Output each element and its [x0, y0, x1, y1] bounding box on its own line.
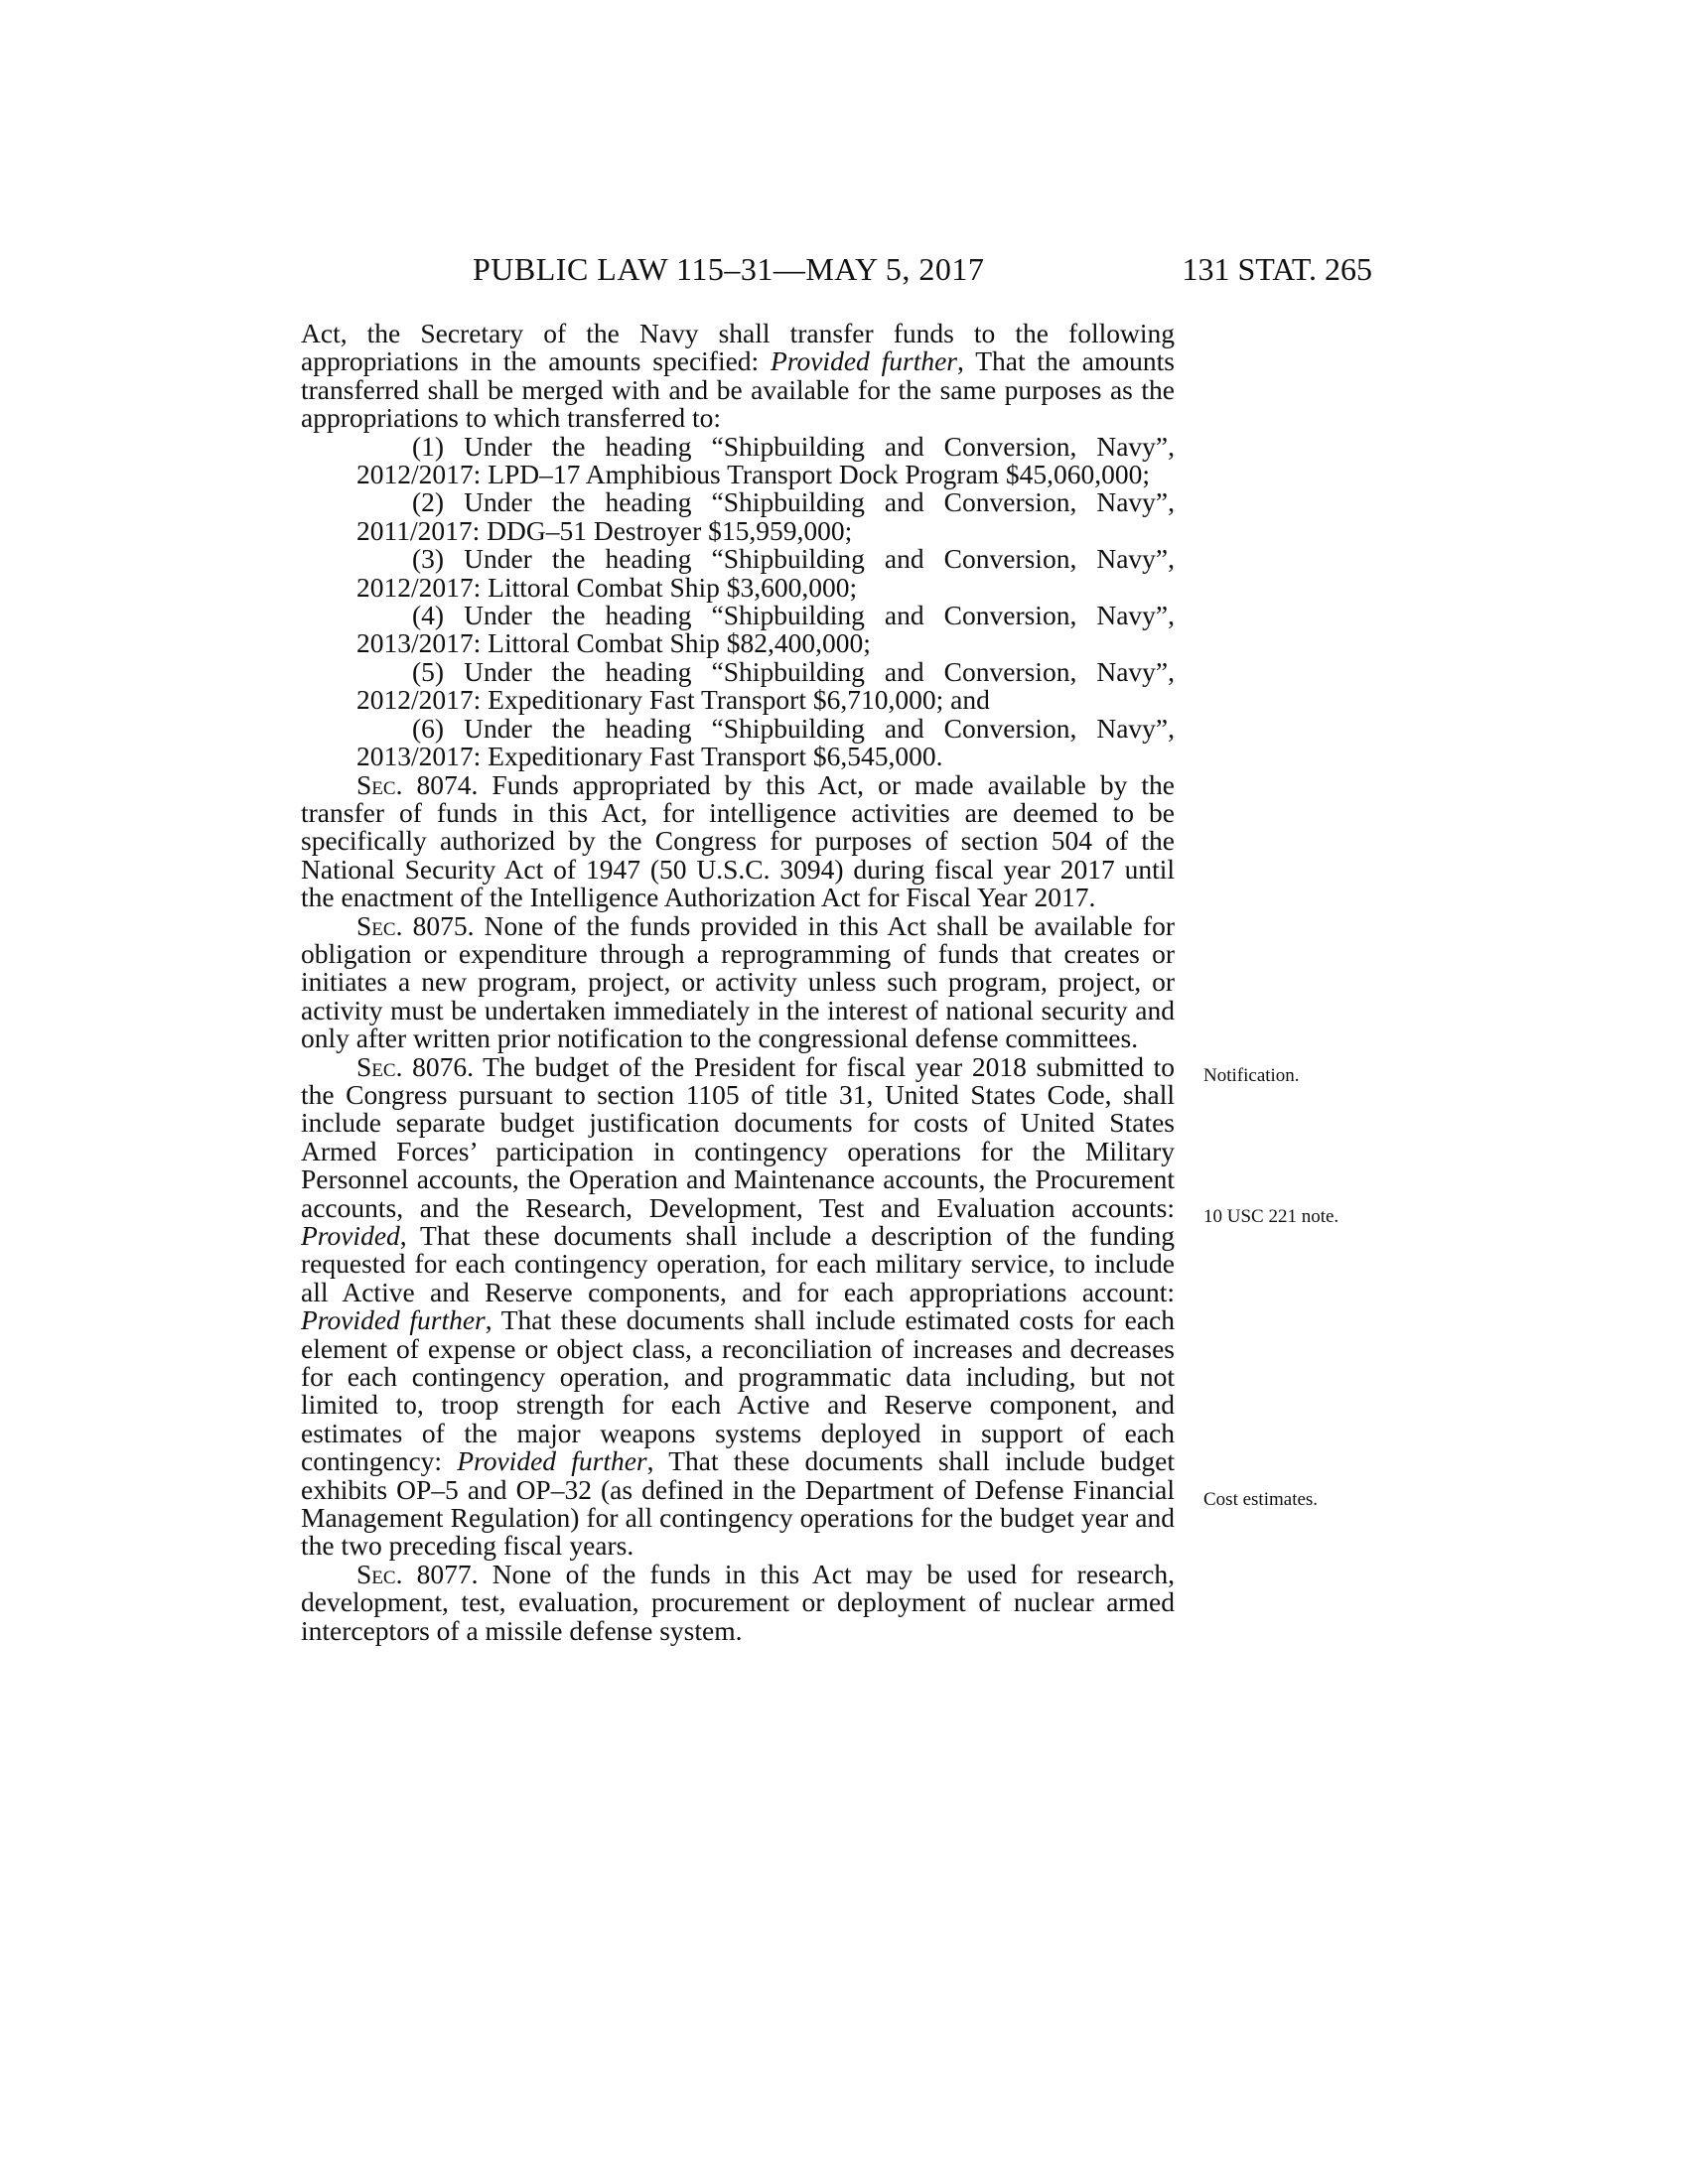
list-item: (4) Under the heading “Shipbuilding and Conversion, Navy”, 2013/2017: Littoral Combat Ship $82,400,000;	[356, 600, 1175, 659]
margin-note-usc: 10 USC 221 note.	[1203, 1206, 1339, 1227]
section-8076: Sec. 8076. The budget of the President for fiscal year 2018 submitted to the Congress pursuant to section 1105 of title 31, United States Code, shall include separate budget justification documents for costs of United States Armed Forces’ participation in contingency operations for the Military Personnel accounts, the Operation and Maintenance accounts, the Procurement accounts, and the Research, Development, Test and Evaluation accounts: Provided, That these documents shall include a description of the funding requested for each contingency operation, for each military service, to include all Active and Reserve components, and for each appropriations account: Provided further, That these documents shall include estimated costs for each element of expense or object class, a reconciliation of increases and decreases for each contingency operation, and programmatic data including, but not limited to, troop strength for each Active and Reserve component, and estimates of the major weapons systems deployed in support of each contingency: Provided further, That these documents shall include budget exhibits OP–5 and OP–32 (as defined in the Department of Defense Financial Management Regulation) for all contingency operations for the budget year and the two preceding fiscal years.	[301, 1050, 1176, 1562]
running-header	[298, 251, 1372, 291]
transfer-list	[356, 430, 1175, 772]
margin-note-notification: Notification.	[1203, 1065, 1300, 1086]
body-text	[301, 320, 1175, 1645]
list-item: (3) Under the heading “Shipbuilding and Conversion, Navy”, 2012/2017: Littoral Combat Ship $3,600,000;	[356, 543, 1175, 603]
section-8075: Sec. 8075. None of the funds provided in this Act shall be available for obligation or expenditure through a reprogramming of funds that creates or initiates a new program, project, or activity unless such program, project, or activity must be undertaken immediately in the interest of national security and only after written prior notification to the congressional defense committees.	[301, 909, 1175, 1054]
section-8077: Sec. 8077. None of the funds in this Act may be used for research, development, test, evaluation, procurement or deployment of nuclear armed interceptors of a missile defense system.	[301, 1558, 1176, 1646]
section-8074: Sec. 8074. Funds appropriated by this Act, or made available by the transfer of funds in this Act, for intelligence activities are deemed to be specifically authorized by the Congress for purposes of section 504 of the National Security Act of 1947 (50 U.S.C. 3094) during fiscal year 2017 until the enactment of the Intelligence Authorization Act for Fiscal Year 2017.	[301, 768, 1176, 913]
list-item: (1) Under the heading “Shipbuilding and Conversion, Navy”, 2012/2017: LPD–17 Amphibious Transport Dock Program $45,060,000;	[356, 430, 1175, 490]
intro-paragraph: Act, the Secretary of the Navy shall transfer funds to the following appropriations in the amounts specified: Provided further, That the amounts transferred shall be merged with and be available for the same purposes as the appropriations to which transferred to:	[301, 318, 1175, 434]
list-item: (6) Under the heading “Shipbuilding and Conversion, Navy”, 2013/2017: Expeditionary Fast Transport $6,545,000.	[356, 712, 1175, 772]
margin-note-cost-estimates: Cost estimates.	[1203, 1489, 1319, 1510]
header-title: PUBLIC LAW 115–31—MAY 5, 2017	[473, 251, 985, 287]
header-stat-citation: 131 STAT. 265	[1182, 251, 1372, 287]
list-item: (2) Under the heading “Shipbuilding and Conversion, Navy”, 2011/2017: DDG–51 Destroyer $15,959,000;	[356, 486, 1175, 546]
list-item: (5) Under the heading “Shipbuilding and Conversion, Navy”, 2012/2017: Expeditionary Fast Transport $6,710,000; and	[356, 655, 1175, 716]
